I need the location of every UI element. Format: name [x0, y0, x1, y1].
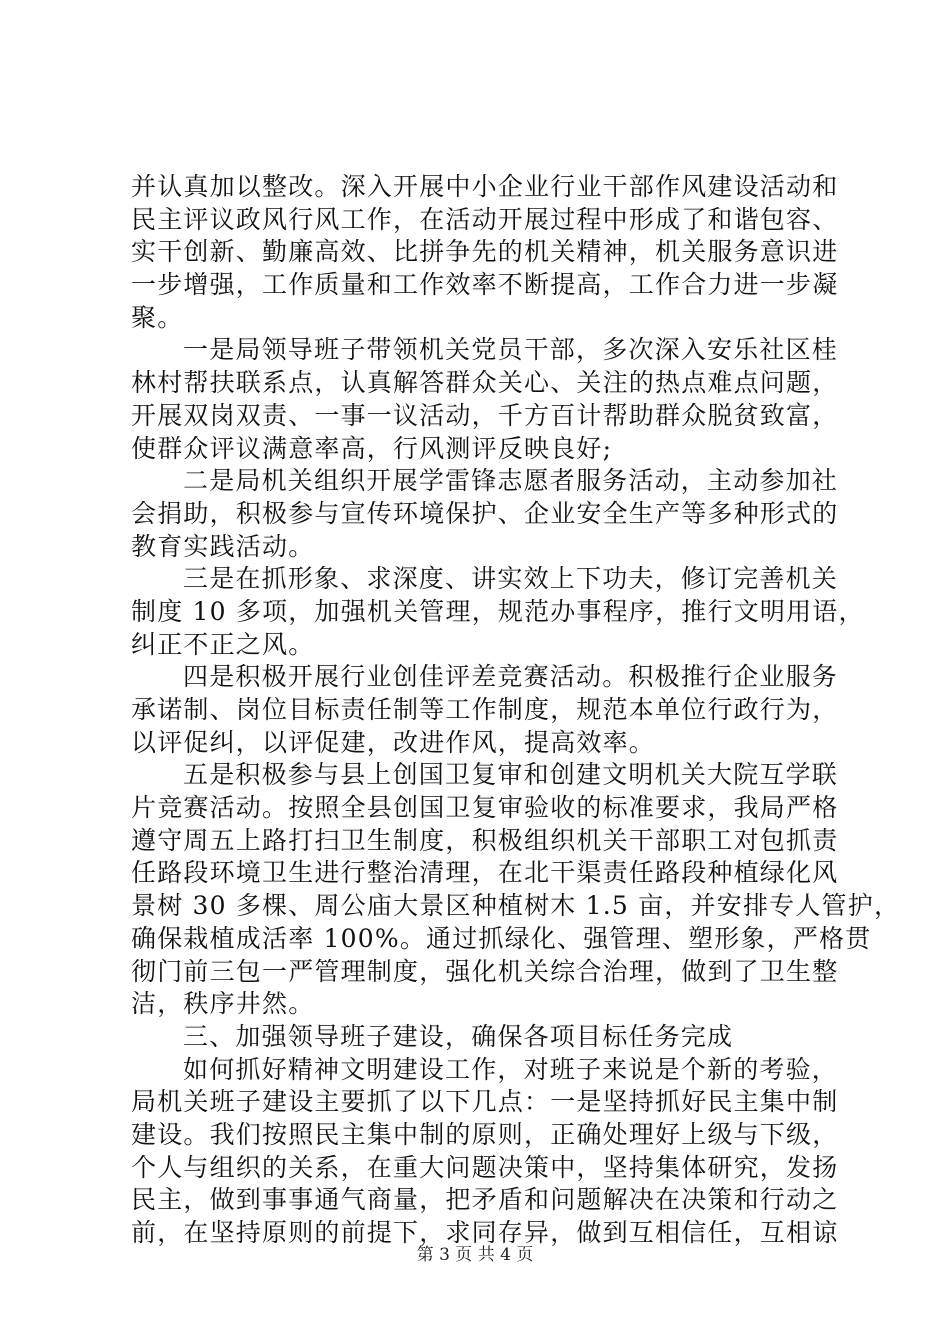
text-line: 林村帮扶联系点，认真解答群众关心、关注的热点难点问题，: [131, 368, 839, 398]
text-line: 遵守周五上路打扫卫生制度，积极组织机关干部职工对包抓责: [131, 825, 839, 855]
text-line: 并认真加以整改。深入开展中小企业行业干部作风建设活动和: [131, 172, 839, 201]
text-line: 局机关班子建设主要抓了以下几点：一是坚持抓好民主集中制: [131, 1087, 839, 1117]
text-line: 制度 10 多项，加强机关管理，规范办事程序，推行文明用语，: [131, 596, 865, 626]
text-line: 前，在坚持原则的前提下，求同存异，做到互相信任，互相谅: [131, 1218, 839, 1247]
text-line: 三是在抓形象、求深度、讲实效上下功夫，修订完善机关: [183, 564, 839, 594]
text-line: 建设。我们按照民主集中制的原则，正确处理好上级与下级，: [131, 1119, 839, 1149]
text-line: 民主评议政风行风工作，在活动开展过程中形成了和谐包容、: [131, 204, 839, 234]
text-line: 确保栽植成活率 100%。通过抓绿化、强管理、塑形象，严格贯: [131, 923, 872, 953]
text-line: 一步增强，工作质量和工作效率不断提高，工作合力进一步凝: [131, 270, 839, 300]
text-line: 洁，秩序井然。: [131, 989, 315, 1019]
text-line: 如何抓好精神文明建设工作，对班子来说是个新的考验，: [183, 1054, 839, 1084]
text-line: 纠正不正之风。: [131, 629, 315, 659]
text-line: 使群众评议满意率高，行风测评反映良好;: [131, 433, 613, 463]
text-line: 任路段环境卫生进行整治清理，在北干渠责任路段种植绿化风: [131, 858, 839, 888]
page-number-footer: 第 3 页 共 4 页: [416, 1245, 534, 1265]
text-line: 三、加强领导班子建设，确保各项目标任务完成: [183, 1021, 734, 1051]
text-line: 会捐助，积极参与宣传环境保护、企业安全生产等多种形式的: [131, 498, 839, 528]
text-line: 彻门前三包一严管理制度，强化机关综合治理，做到了卫生整: [131, 956, 839, 986]
text-line: 四是积极开展行业创佳评差竞赛活动。积极推行企业服务: [183, 662, 839, 692]
text-line: 教育实践活动。: [131, 531, 315, 561]
text-line: 五是积极参与县上创国卫复审和创建文明机关大院互学联: [183, 760, 839, 790]
document-body: [131, 171, 901, 1250]
text-line: 以评促纠，以评促建，改进作风，提高效率。: [131, 727, 656, 757]
text-line: 开展双岗双责、一事一议活动，千方百计帮助群众脱贫致富，: [131, 400, 839, 430]
text-line: 片竞赛活动。按照全县创国卫复审验收的标准要求，我局严格: [131, 793, 839, 823]
text-line: 个人与组织的关系，在重大问题决策中，坚持集体研究，发扬: [131, 1152, 839, 1182]
text-line: 民主，做到事事通气商量，把矛盾和问题解决在决策和行动之: [131, 1185, 839, 1215]
text-line: 二是局机关组织开展学雷锋志愿者服务活动，主动参加社: [183, 466, 839, 496]
text-line: 实干创新、勤廉高效、比拼争先的机关精神，机关服务意识进: [131, 237, 839, 267]
text-line: 景树 30 多棵、周公庙大景区种植树木 1.5 亩，并安排专人管护，: [131, 891, 901, 921]
text-line: 聚。: [131, 302, 184, 332]
text-line: 一是局领导班子带领机关党员干部，多次深入安乐社区桂: [183, 335, 839, 365]
text-line: 承诺制、岗位目标责任制等工作制度，规范本单位行政行为，: [131, 695, 839, 724]
